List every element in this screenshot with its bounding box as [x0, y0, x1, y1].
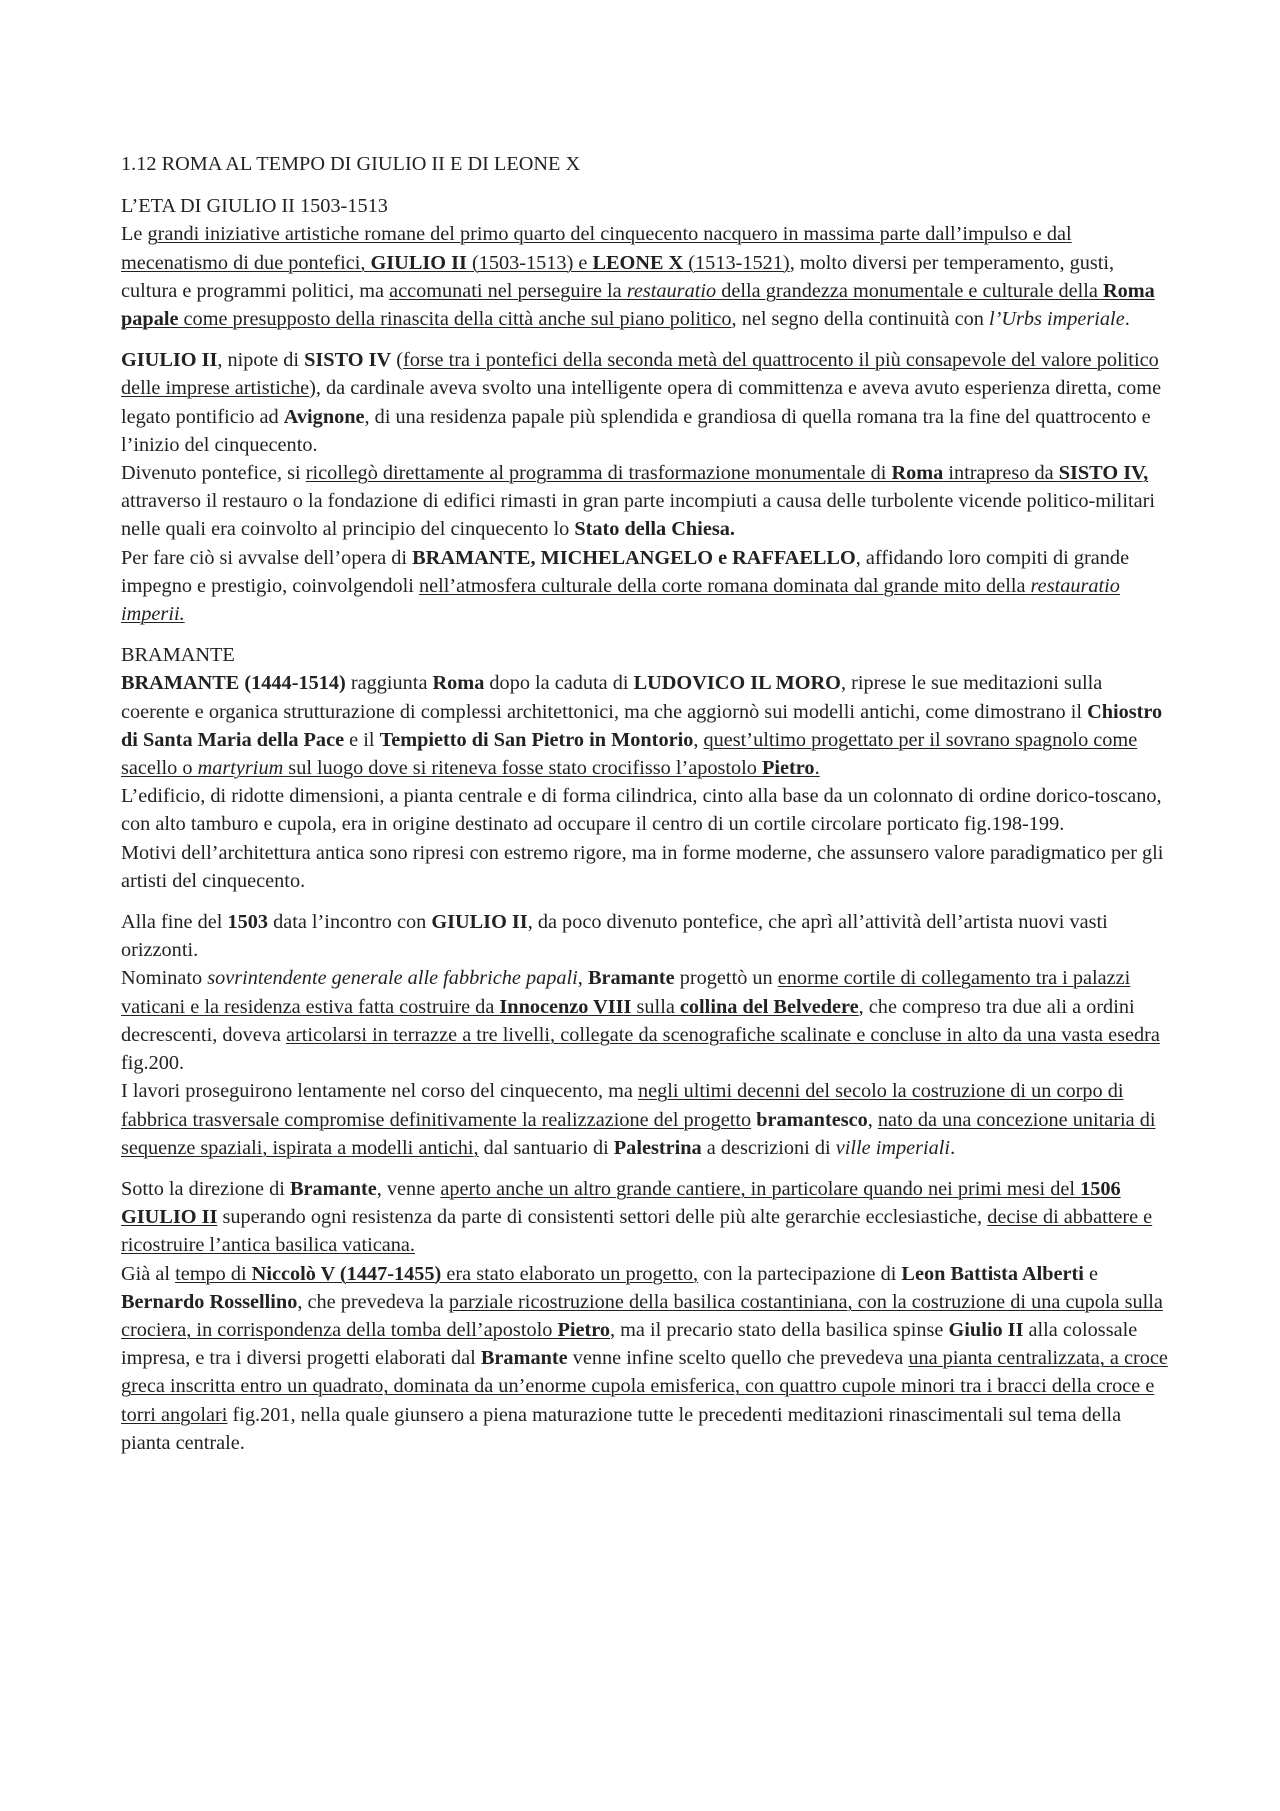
paragraph-motivi: Motivi dell’architettura antica sono ripresi con estremo rigore, ma in forme moderne, che assunsero valore paradigmatico per gli artisti del cinquecento. — [121, 841, 1164, 892]
paragraph-belvedere: Nominato sovrintendente generale alle fabbriche papali, Bramante progettò un enorme cortile di collegamento tra i palazzi vaticani e la residenza estiva fatta costruire da Innocenzo VIII sulla collina del Belvedere, che compreso tra due ali a ordini decrescenti, doveva articolarsi in terrazze a tre livelli, collegate da scenografiche scalinate e concluse in alto da una vasta esedra fig.200. — [121, 967, 1160, 1075]
section-heading-bramante: BRAMANTE — [121, 644, 235, 667]
paragraph-artisti: Per fare ciò si avvalse dell’opera di BRAMANTE, MICHELANGELO e RAFFAELLO, affidando loro compiti di grande impegno e prestigio, coinvolgendoli nell’atmosfera culturale della corte romana dominata dal grande mito della restauratio imperii. — [121, 546, 1130, 626]
paragraph-pontefice: Divenuto pontefice, si ricollegò direttamente al programma di trasformazione monumentale di Roma intrapreso da SISTO IV, attraverso il restauro o la fondazione di edifici rimasti in gran parte incompiuti a causa delle turbolente vicende politico-militari nelle quali era coinvolto al principio del cinquecento lo Stato della Chiesa. — [121, 462, 1155, 541]
paragraph-cantiere: Sotto la direzione di Bramante, venne aperto anche un altro grande cantiere, in particolare quando nei primi mesi del 1506 GIULIO II superando ogni resistenza da parte di consistenti settori delle più alte gerarchie ecclesiastiche, decise di abbattere e ricostruire l’antica basilica vaticana. — [121, 1177, 1153, 1257]
paragraph-incontro: Alla fine del 1503 data l’incontro con GIULIO II, da poco divenuto pontefice, che aprì all’attività dell’artista nuovi vasti orizzonti. — [121, 911, 1108, 962]
paragraph-basilica: Già al tempo di Niccolò V (1447-1455) era stato elaborato un progetto, con la partecipazione di Leon Battista Alberti e Bernardo Rossellino, che prevedeva la parziale ricostruzione della basilica costantiniana, con la costruzione di una cupola sulla crociera, in corrispondenza della tomba dell’apostolo Pietro, ma il precario stato della basilica spinse Giulio II alla colossale impresa, e tra i diversi progetti elaborati dal Bramante venne infine scelto quello che prevedeva una pianta centralizzata, a croce greca inscritta entro un quadrato, dominata da un’enorme cupola emisferica, con quattro cupole minori tra i bracci della croce e torri angolari fig.201, nella quale giunsero a piena maturazione tutte le precedenti meditazioni rinascimentali sul tema della pianta centrale. — [121, 1262, 1168, 1454]
paragraph-giulio-ii: GIULIO II, nipote di SISTO IV (forse tra i pontefici della seconda metà del quattrocento il più consapevole del valore politico delle imprese artistiche), da cardinale aveva svolto una intelligente opera di committenza e aveva avuto esperienza diretta, come legato pontificio ad Avignone, di una residenza papale più splendida e grandiosa di quella romana tra la fine del quattrocento e l’inizio del cinquecento. — [121, 349, 1162, 456]
paragraph-intro: Le grandi iniziative artistiche romane del primo quarto del cinquecento nacquero in massima parte dall’impulso e dal mecenatismo di due pontefici, GIULIO II (1503-1513) e LEONE X (1513-1521), molto diversi per temperamento, gusti, cultura e programmi politici, ma accomunati nel perseguire la restauratio della grandezza monumentale e culturale della Roma papale come presupposto della rinascita della città anche sul piano politico, nel segno della continuità con l’Urbs imperiale. — [121, 223, 1155, 331]
paragraph-edificio: L’edificio, di ridotte dimensioni, a pianta centrale e di forma cilindrica, cinto alla base da un colonnato di ordine dorico-toscano, con alto tamburo e cupola, era in origine destinato ad occupare il centro di un cortile circolare porticato fig.198-199. — [121, 785, 1162, 836]
paragraph-lavori: I lavori proseguirono lentamente nel corso del cinquecento, ma negli ultimi decenni del secolo la costruzione di un corpo di fabbrica trasversale compromise definitivamente la realizzazione del progetto bramantesco, nato da una concezione unitaria di sequenze spaziali, ispirata a modelli antichi, dal santuario di Palestrina a descrizioni di ville imperiali. — [121, 1080, 1156, 1159]
section-heading-giulio: L’ETA DI GIULIO II 1503-1513 — [121, 195, 388, 218]
document-page — [121, 150, 1173, 1457]
paragraph-bramante: BRAMANTE (1444-1514) raggiunta Roma dopo la caduta di LUDOVICO IL MORO, riprese le sue meditazioni sulla coerente e organica strutturazione di complessi architettonici, ma che aggiornò sui modelli antichi, come dimostrano il Chiostro di Santa Maria della Pace e il Tempietto di San Pietro in Montorio, quest’ultimo progettato per il sovrano spagnolo come sacello o martyrium sul luogo dove si riteneva fosse stato crocifisso l’apostolo Pietro. — [121, 672, 1163, 780]
document-title: 1.12 ROMA AL TEMPO DI GIULIO II E DI LEONE X — [121, 153, 581, 175]
